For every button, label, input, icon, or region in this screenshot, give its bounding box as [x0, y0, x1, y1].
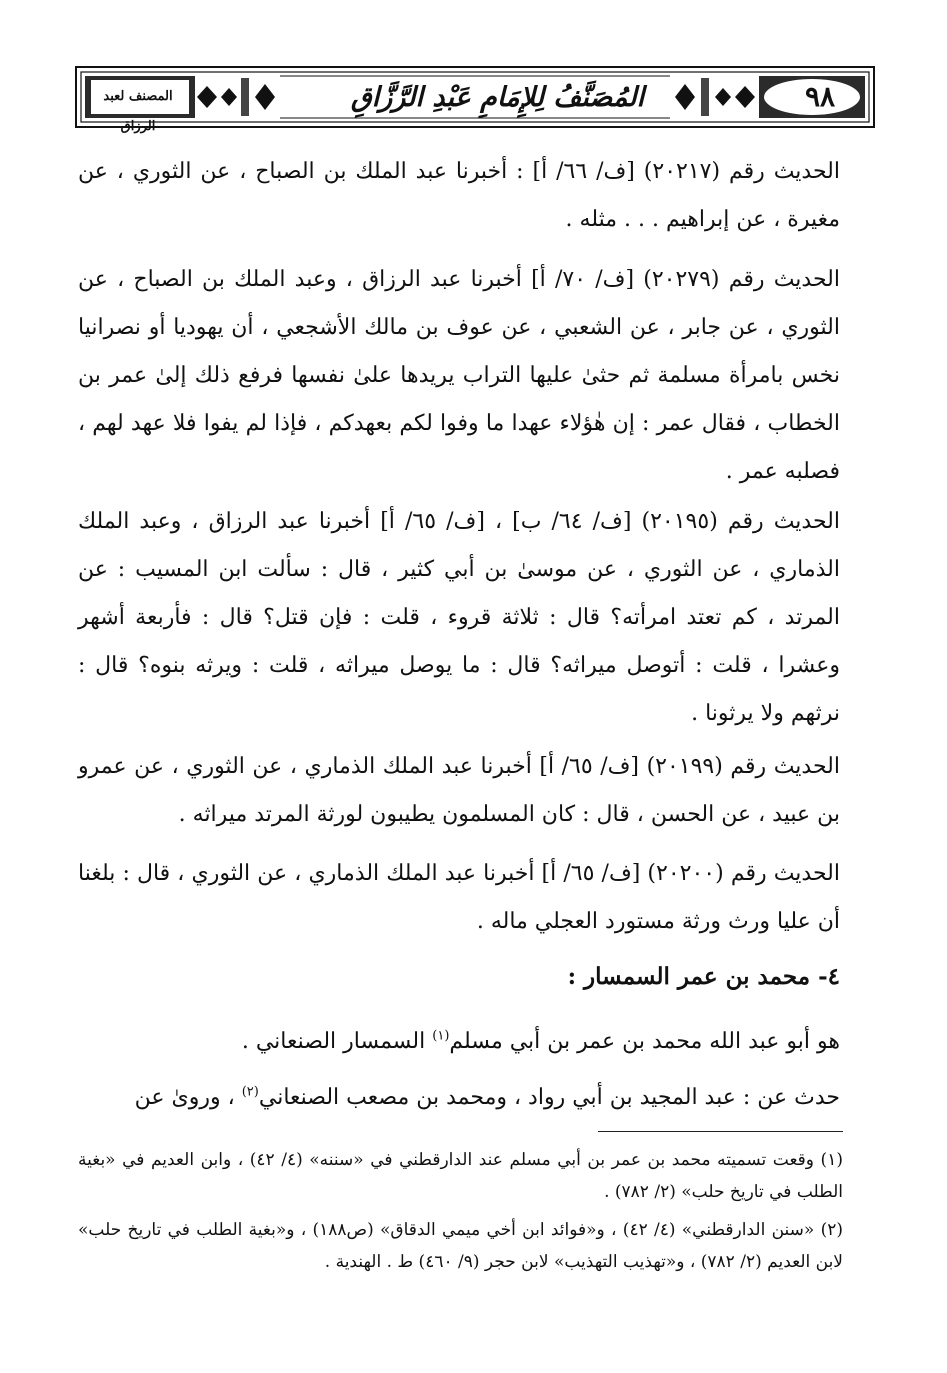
page-header: [75, 66, 875, 134]
footnote-ref-1: (١): [432, 1028, 450, 1044]
biography-paragraph: [78, 1018, 840, 1066]
narrated-text: [78, 1074, 840, 1122]
header-logo: المصنف لعبد الرزاق: [103, 89, 173, 134]
hadith-paragraph: [78, 850, 840, 946]
narrated-text-end: ، وروىٰ عن: [134, 1085, 242, 1110]
hadith-text: الحديث رقم (٢٠١٩٩) [ف/ ٦٥/ أ] أخبرنا عبد الملك الذماري ، عن الثوري ، عن عمرو بن عبيد ، عن الحسن ، قال : كان المسلمون يطيبون لورثة المرتد ميراثه .: [78, 754, 840, 827]
footnote-1: (١) وقعت تسميته محمد بن عمر بن أبي مسلم عند الدارقطني في «سننه» (٤/ ٤٢) ، وابن العديم في «بغية الطلب في تاريخ حلب» (٢/ ٧٨٢) .: [78, 1150, 843, 1202]
narrated-text-start: حدث عن : عبد المجيد بن أبي رواد ، ومحمد بن مصعب الصنعاني: [258, 1085, 840, 1110]
section-heading: ٤- محمد بن عمر السمسار :: [567, 963, 840, 990]
hadith-paragraph: [78, 498, 840, 738]
page-number: ٩٨: [804, 80, 836, 113]
footnotes: [78, 1144, 843, 1284]
footnote-2: (٢) «سنن الدارقطني» (٤/ ٤٢) ، و«فوائد ابن أخي ميمي الدقاق» (ص١٨٨) ، و«بغية الطلب في تاريخ حلب» لابن العديم (٢/ ٧٨٢) ، و«تهذيب التهذيب» لابن حجر (٩/ ٤٦٠) ط . الهندية .: [78, 1220, 843, 1272]
hadith-paragraph: [78, 148, 840, 244]
book-title: المُصَنَّفُ لِلإِمَامِ عَبْدِ الرَّزَّاقِ: [350, 82, 645, 113]
narrated-paragraph: [78, 1074, 840, 1122]
hadith-text: الحديث رقم (٢٠٢٠٠) [ف/ ٦٥/ أ] أخبرنا عبد الملك الذماري ، عن الثوري ، قال : بلغنا أن عليا ورث ورثة مستورد العجلي ماله .: [78, 861, 840, 934]
hadith-text: الحديث رقم (٢٠٢٧٩) [ف/ ٧٠/ أ] أخبرنا عبد الرزاق ، وعبد الملك بن الصباح ، عن الثوري ، عن جابر ، عن الشعبي ، عن عوف بن مالك الأشجعي ، أن يهوديا أو نصرانيا نخس بامرأة مسلمة ثم حثىٰ عليها التراب يريدها علىٰ نفسها فرفع ذلك إلىٰ عمر بن الخطاب ، فقال عمر : إن هٰؤلاء عهدا ما وفوا لكم بعهدكم ، فإذا لم يفوا فلا عهد لهم ، فصلبه عمر .: [78, 267, 840, 484]
hadith-text: الحديث رقم (٢٠١٩٥) [ف/ ٦٤/ ب] ، [ف/ ٦٥/ أ] أخبرنا عبد الرزاق ، وعبد الملك الذماري ، عن الثوري ، عن موسىٰ بن أبي كثير ، قال : سألت ابن المسيب : عن المرتد ، كم تعتد امرأته؟ قال : ثلاثة قروء ، قلت : فإن قتل؟ قال : فأربعة أشهر وعشرا ، قلت : أتوصل ميراثه؟ قال : ما يوصل ميراثه ، قلت : ويرثه بنوه؟ قال : نرثهم ولا يرثونا .: [78, 509, 840, 726]
bio-text-end: السمسار الصنعاني .: [241, 1029, 433, 1054]
bio-text-start: هو أبو عبد الله محمد بن عمر بن أبي مسلم: [449, 1029, 840, 1054]
hadith-paragraph: [78, 743, 840, 839]
hadith-paragraph: [78, 256, 840, 496]
hadith-text: الحديث رقم (٢٠٢١٧) [ف/ ٦٦/ أ] : أخبرنا عبد الملك بن الصباح ، عن الثوري ، عن مغيرة ، عن إبراهيم . . . مثله .: [78, 159, 840, 232]
footnote-divider: [598, 1131, 843, 1132]
biography-text: [78, 1018, 840, 1066]
footnote-ref-2: (٢): [241, 1084, 259, 1100]
